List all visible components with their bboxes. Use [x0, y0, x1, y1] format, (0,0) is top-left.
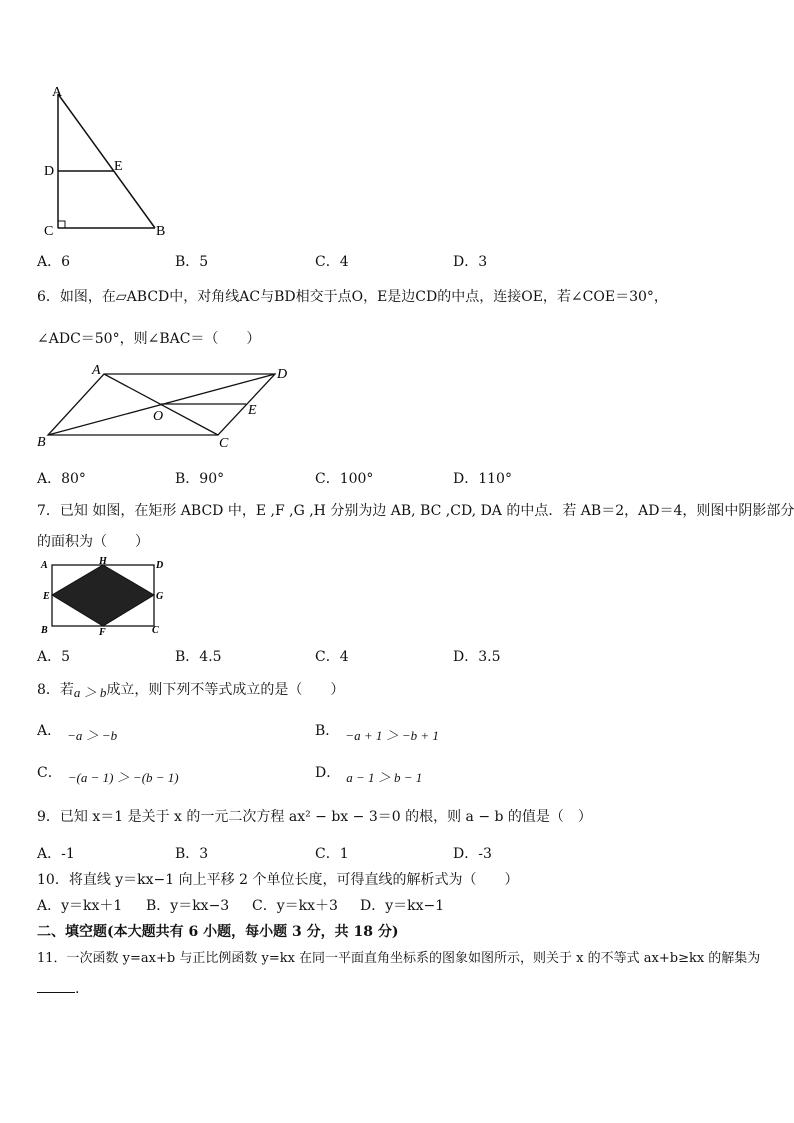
q9-option-c[interactable]: C．1 — [315, 846, 349, 862]
label-o: O — [153, 409, 164, 424]
q5-option-d[interactable]: D．3 — [453, 254, 488, 270]
q7-option-c[interactable]: C．4 — [315, 649, 349, 665]
q8-option-d-label: D． — [315, 765, 341, 781]
q8-option-b-expression: −a + 1 ＞ −b + 1 — [345, 728, 439, 743]
q8-option-c[interactable] — [37, 762, 179, 786]
q7-option-d[interactable]: D．3.5 — [453, 649, 501, 665]
label-e: E — [114, 159, 123, 174]
q9-option-a[interactable]: A．-1 — [37, 846, 75, 862]
q8-option-a-label: A． — [37, 723, 62, 739]
q8-option-a[interactable] — [37, 720, 117, 744]
q5-option-b[interactable]: B．5 — [175, 254, 209, 270]
q10-option-b[interactable]: B．y＝kx−3 — [146, 898, 230, 914]
q9-option-d[interactable]: D．-3 — [453, 846, 492, 862]
q8-stem — [37, 679, 344, 701]
label-d: D — [44, 164, 55, 179]
q8-option-a-expression: −a ＞ −b — [67, 728, 118, 743]
q10-option-c[interactable]: C．y＝kx＋3 — [252, 898, 338, 914]
label-d: D — [156, 560, 164, 571]
side-ab — [58, 94, 155, 228]
label-a: A — [52, 85, 63, 100]
q8-option-c-label: C． — [37, 765, 62, 781]
q10-stem: 10．将直线 y＝kx−1 向上平移 2 个单位长度，可得直线的解析式为（ ） — [37, 872, 519, 888]
label-b: B — [37, 435, 46, 450]
q6-option-c[interactable]: C．100° — [315, 471, 374, 487]
label-b: B — [156, 224, 166, 239]
q8-stem-prefix: 8．若 — [37, 682, 74, 698]
q7-option-b[interactable]: B．4.5 — [175, 649, 222, 665]
q6-option-a[interactable]: A．80° — [37, 471, 86, 487]
shaded-rhombus — [52, 565, 154, 626]
label-h: H — [99, 556, 107, 567]
q8-option-b-label: B． — [315, 723, 340, 739]
q7-rectangle-figure — [38, 555, 168, 637]
q11-period: . — [75, 981, 80, 997]
q6-stem-line1: 6．如图，在▱ABCD中，对角线AC与BD相交于点O，E是边CD的中点，连接OE，若∠COE＝30°， — [37, 289, 668, 305]
q7-stem-line2: 的面积为（ ） — [37, 534, 149, 550]
label-c: C — [152, 625, 159, 636]
q9-stem: 9．已知 x＝1 是关于 x 的一元二次方程 ax² − bx − 3＝0 的根，则 a − b 的值是（ ） — [37, 809, 592, 825]
q7-option-a[interactable]: A．5 — [37, 649, 71, 665]
q7-stem-line1: 7．已知 如图，在矩形 ABCD 中，E ,F ,G ,H 分别为边 AB, BC ,CD, DA 的中点．若 AB＝2，AD＝4，则图中阴影部分 — [37, 503, 794, 519]
right-angle-mark — [58, 221, 65, 228]
q8-option-c-expression: −(a − 1) ＞ −(b − 1) — [67, 770, 179, 785]
q6-option-d[interactable]: D．110° — [453, 471, 512, 487]
q8-option-b[interactable] — [315, 720, 439, 744]
q9-option-b[interactable]: B．3 — [175, 846, 209, 862]
label-g: G — [156, 591, 164, 602]
q8-stem-suffix: 成立，则下列不等式成立的是（ ） — [106, 682, 345, 698]
section-fill-in-title: 二、填空题(本大题共有 6 小题，每小题 3 分，共 18 分) — [37, 924, 399, 940]
label-e: E — [43, 591, 50, 602]
q11-answer-blank[interactable] — [37, 980, 75, 993]
q10-option-d[interactable]: D．y＝kx−1 — [360, 898, 445, 914]
q8-option-d-expression: a − 1 ＞ b − 1 — [346, 770, 423, 785]
q6-option-b[interactable]: B．90° — [175, 471, 225, 487]
q8-stem-expression: a ＞ b — [73, 685, 107, 700]
label-d: D — [277, 367, 288, 382]
q11-stem-line2 — [37, 980, 79, 997]
label-a: A — [92, 363, 101, 378]
label-b: B — [41, 625, 48, 636]
q5-option-a[interactable]: A．6 — [37, 254, 71, 270]
q6-stem-line2: ∠ADC＝50°，则∠BAC＝（ ） — [37, 331, 261, 347]
label-e: E — [248, 403, 257, 418]
label-f: F — [99, 627, 106, 637]
q11-stem-line1: 11．一次函数 y=ax+b 与正比例函数 y=kx 在同一平面直角坐标系的图象如图所示，则关于 x 的不等式 ax+b≥kx 的解集为 — [37, 951, 761, 966]
label-a: A — [41, 560, 48, 571]
label-c: C — [219, 436, 229, 451]
q8-option-d[interactable] — [315, 762, 422, 786]
q5-triangle-figure — [40, 80, 180, 245]
q5-option-c[interactable]: C．4 — [315, 254, 349, 270]
q10-option-a[interactable]: A．y＝kx＋1 — [37, 898, 123, 914]
label-c: C — [44, 224, 54, 239]
q6-parallelogram-figure — [35, 362, 295, 452]
